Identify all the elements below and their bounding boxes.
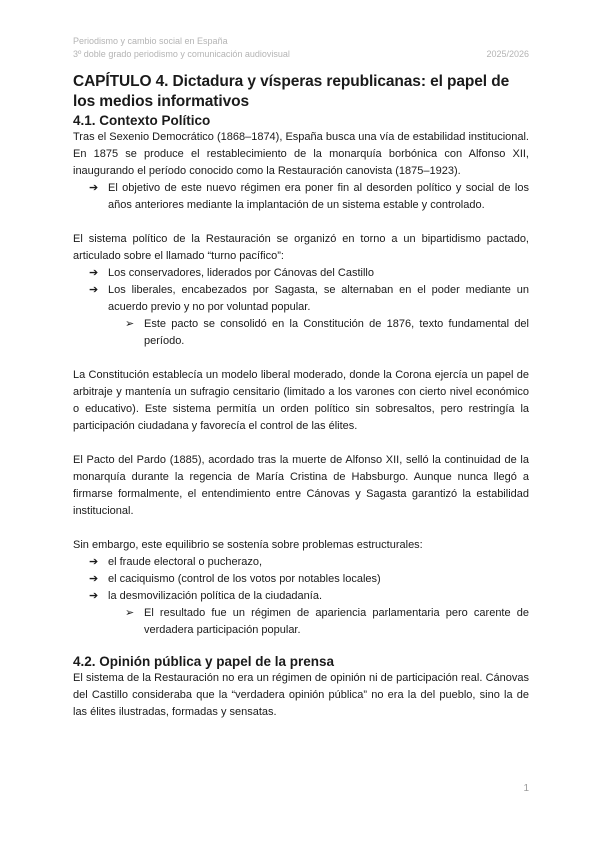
bullet-list xyxy=(73,265,529,350)
paragraph: El sistema político de la Restauración se organizó en torno a un bipartidismo pactado, articulado sobre el llamado “turno pacífico”: xyxy=(73,233,529,262)
list-item xyxy=(73,605,529,639)
paragraph: El Pacto del Pardo (1885), acordado tras la muerte de Alfonso XII, selló la continuidad de la monarquía durante la regencia de María Cristina de Habsburgo. Aunque nunca llegó a firmarse formalmente, el entendimiento entre Cánovas y Sagasta garantizó la estabilidad institucional. xyxy=(73,454,529,517)
header-year: 2025/2026 xyxy=(486,49,529,59)
page-header xyxy=(73,35,529,61)
chapter-title: CAPÍTULO 4. Dictadura y vísperas republicanas: el papel de los medios informativos xyxy=(73,73,510,110)
bullet-list xyxy=(73,554,529,639)
arrow-bullet-icon: ➔ xyxy=(89,556,99,568)
list-item-text: el caciquismo (control de los votos por notables locales) xyxy=(108,573,381,585)
list-item-text: el fraude electoral o pucherazo, xyxy=(108,556,263,568)
page-number: 1 xyxy=(523,783,529,794)
list-item-text: Este pacto se consolidó en la Constitución de 1876, texto fundamental del período. xyxy=(144,318,529,347)
list-item-text: El resultado fue un régimen de apariencia parlamentaria pero carente de verdadera participación popular. xyxy=(144,607,529,636)
list-item xyxy=(73,316,529,350)
list-item-text: El objetivo de este nuevo régimen era poner fin al desorden político y social de los años anteriores mediante la implantación de un sistema estable y controlado. xyxy=(108,182,529,211)
list-item xyxy=(73,180,529,214)
arrowhead-bullet-icon: ➢ xyxy=(125,607,135,619)
list-item-text: Los liberales, encabezados por Sagasta, se alternaban en el poder mediante un acuerdo previo y no por voluntad popular. xyxy=(108,284,529,313)
list-item-text: la desmovilización política de la ciudadanía. xyxy=(108,590,323,602)
section-heading-4-2: 4.2. Opinión pública y papel de la prensa xyxy=(73,654,335,669)
header-degree: 3º doble grado periodismo y comunicación audiovisual xyxy=(73,49,290,59)
section-heading-4-1: 4.1. Contexto Político xyxy=(73,113,211,128)
arrow-bullet-icon: ➔ xyxy=(89,284,99,296)
document-body xyxy=(73,72,529,721)
list-item xyxy=(73,588,529,605)
arrow-bullet-icon: ➔ xyxy=(89,267,99,279)
arrowhead-bullet-icon: ➢ xyxy=(125,318,135,330)
list-item xyxy=(73,571,529,588)
arrow-bullet-icon: ➔ xyxy=(89,590,99,602)
list-item xyxy=(73,282,529,316)
list-item xyxy=(73,554,529,571)
paragraph: Tras el Sexenio Democrático (1868–1874), España busca una vía de estabilidad institucional. En 1875 se produce el restablecimiento de la monarquía borbónica con Alfonso XII, inaugurando el período conocido como la Restauración canovista (1875–1923). xyxy=(73,131,529,177)
arrow-bullet-icon: ➔ xyxy=(89,573,99,585)
paragraph: La Constitución establecía un modelo liberal moderado, donde la Corona ejercía un papel de arbitraje y mantenía un sufragio censitario (limitado a los varones con cierto nivel económico o educativo). Este sistema permitía un orden político sin sobresaltos, pero restringía la participación ciudadana y favorecía el control de las élites. xyxy=(73,369,529,432)
list-item xyxy=(73,265,529,282)
bullet-list xyxy=(73,180,529,214)
list-item-text: Los conservadores, liderados por Cánovas del Castillo xyxy=(108,267,374,279)
paragraph: El sistema de la Restauración no era un régimen de opinión ni de participación real. Cánovas del Castillo consideraba que la “verdadera opinión pública” no era la del pueblo, sino la de las élites ilustradas, formadas y sensatas. xyxy=(73,672,529,718)
paragraph: Sin embargo, este equilibrio se sostenía sobre problemas estructurales: xyxy=(73,539,423,551)
header-row xyxy=(73,48,529,61)
header-course-title: Periodismo y cambio social en España xyxy=(73,36,228,46)
arrow-bullet-icon: ➔ xyxy=(89,182,99,194)
